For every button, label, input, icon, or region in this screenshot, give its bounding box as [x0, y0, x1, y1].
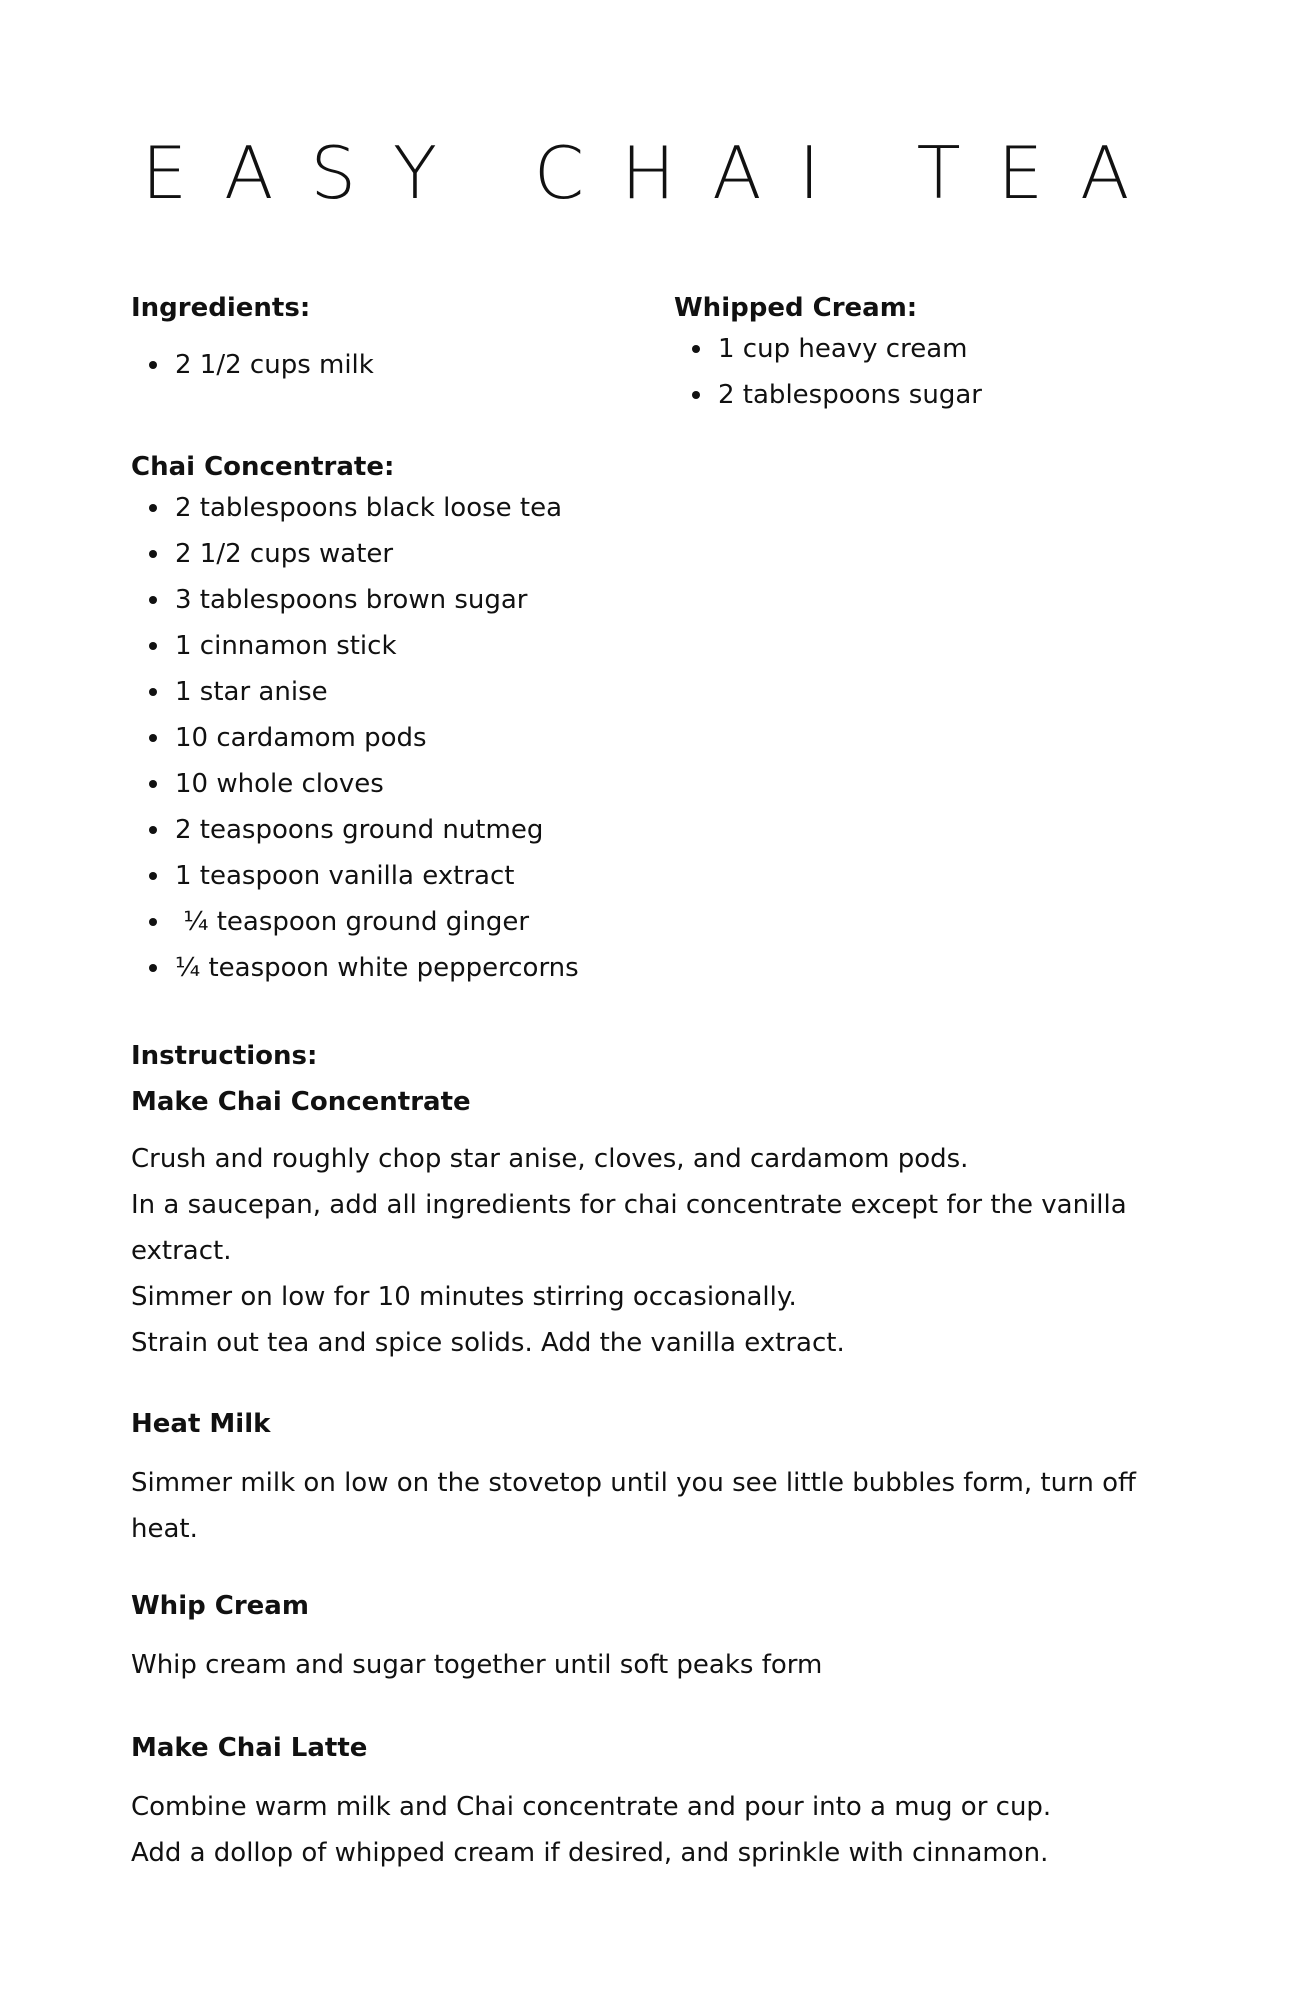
step-heading: Make Chai Concentrate: [131, 1087, 471, 1117]
list-item-text: 2 teaspoons ground nutmeg: [175, 815, 544, 845]
bullet-icon: [149, 780, 157, 788]
instruction-step-whip-cream: [131, 1588, 822, 1688]
list-item: [131, 669, 579, 715]
bullet-icon: [692, 345, 700, 353]
list-item: [131, 853, 579, 899]
whipped-cream-heading: Whipped Cream:: [674, 293, 918, 323]
step-heading: Whip Cream: [131, 1591, 309, 1621]
list-item: [131, 899, 579, 945]
list-item: [131, 342, 374, 388]
bullet-icon: [149, 918, 157, 926]
bullet-icon: [149, 734, 157, 742]
step-line: Simmer milk on low on the stovetop until you see little bubbles form, turn off: [131, 1468, 1136, 1498]
whipped-cream-section: [674, 290, 982, 418]
list-item-text: 1 teaspoon vanilla extract: [175, 861, 515, 891]
bullet-icon: [149, 504, 157, 512]
list-item: [674, 326, 982, 372]
ingredients-list: [131, 342, 374, 388]
list-item-text: 1 cup heavy cream: [718, 334, 968, 364]
list-item-text: ¼ teaspoon ground ginger: [175, 907, 530, 937]
list-item-text: 10 whole cloves: [175, 769, 384, 799]
chai-concentrate-list: [131, 485, 579, 991]
bullet-icon: [692, 391, 700, 399]
step-body: [131, 1642, 822, 1688]
step-line: Combine warm milk and Chai concentrate and pour into a mug or cup.: [131, 1792, 1052, 1822]
list-item-text: ¼ teaspoon white peppercorns: [175, 953, 579, 983]
list-item: [131, 531, 579, 577]
list-item: [131, 807, 579, 853]
step-line: Whip cream and sugar together until soft peaks form: [131, 1650, 823, 1680]
ingredients-heading: Ingredients:: [131, 293, 311, 323]
step-body: [131, 1460, 1136, 1552]
ingredients-section: [131, 290, 374, 388]
page-title: EASY CHAI TEA: [141, 131, 1167, 215]
step-body: [131, 1136, 1127, 1366]
step-line: In a saucepan, add all ingredients for chai concentrate except for the vanilla: [131, 1190, 1127, 1220]
step-line: Add a dollop of whipped cream if desired, and sprinkle with cinnamon.: [131, 1838, 1049, 1868]
step-heading: Heat Milk: [131, 1409, 271, 1439]
list-item: [131, 577, 579, 623]
list-item-text: 3 tablespoons brown sugar: [175, 585, 528, 615]
step-line: Crush and roughly chop star anise, cloves, and cardamom pods.: [131, 1144, 969, 1174]
whipped-cream-list: [674, 326, 982, 418]
instructions-heading: Instructions:: [131, 1041, 318, 1071]
list-item: [131, 623, 579, 669]
list-item: [674, 372, 982, 418]
list-item-text: 1 star anise: [175, 677, 328, 707]
bullet-icon: [149, 964, 157, 972]
bullet-icon: [149, 550, 157, 558]
list-item-text: 2 tablespoons sugar: [718, 380, 982, 410]
list-item-text: 2 tablespoons black loose tea: [175, 493, 563, 523]
instruction-step-make-chai-latte: [131, 1730, 1051, 1876]
list-item-text: 1 cinnamon stick: [175, 631, 397, 661]
instruction-step-heat-milk: [131, 1406, 1136, 1552]
step-line: Strain out tea and spice solids. Add the vanilla extract.: [131, 1328, 845, 1358]
list-item: [131, 761, 579, 807]
bullet-icon: [149, 826, 157, 834]
instruction-step-make-chai-concentrate: [131, 1084, 1127, 1366]
list-item-text: 10 cardamom pods: [175, 723, 427, 753]
step-heading: Make Chai Latte: [131, 1733, 368, 1763]
step-line: Simmer on low for 10 minutes stirring occasionally.: [131, 1282, 797, 1312]
bullet-icon: [149, 361, 157, 369]
list-item-text: 2 1/2 cups water: [175, 539, 394, 569]
bullet-icon: [149, 642, 157, 650]
list-item: [131, 715, 579, 761]
bullet-icon: [149, 596, 157, 604]
step-line: extract.: [131, 1236, 232, 1266]
step-line: heat.: [131, 1514, 198, 1544]
list-item: [131, 945, 579, 991]
list-item-text: 2 1/2 cups milk: [175, 350, 374, 380]
bullet-icon: [149, 688, 157, 696]
chai-concentrate-heading: Chai Concentrate:: [131, 452, 395, 482]
chai-concentrate-section: [131, 449, 579, 991]
list-item: [131, 485, 579, 531]
bullet-icon: [149, 872, 157, 880]
step-body: [131, 1784, 1051, 1876]
instructions-heading-block: [131, 1038, 317, 1074]
